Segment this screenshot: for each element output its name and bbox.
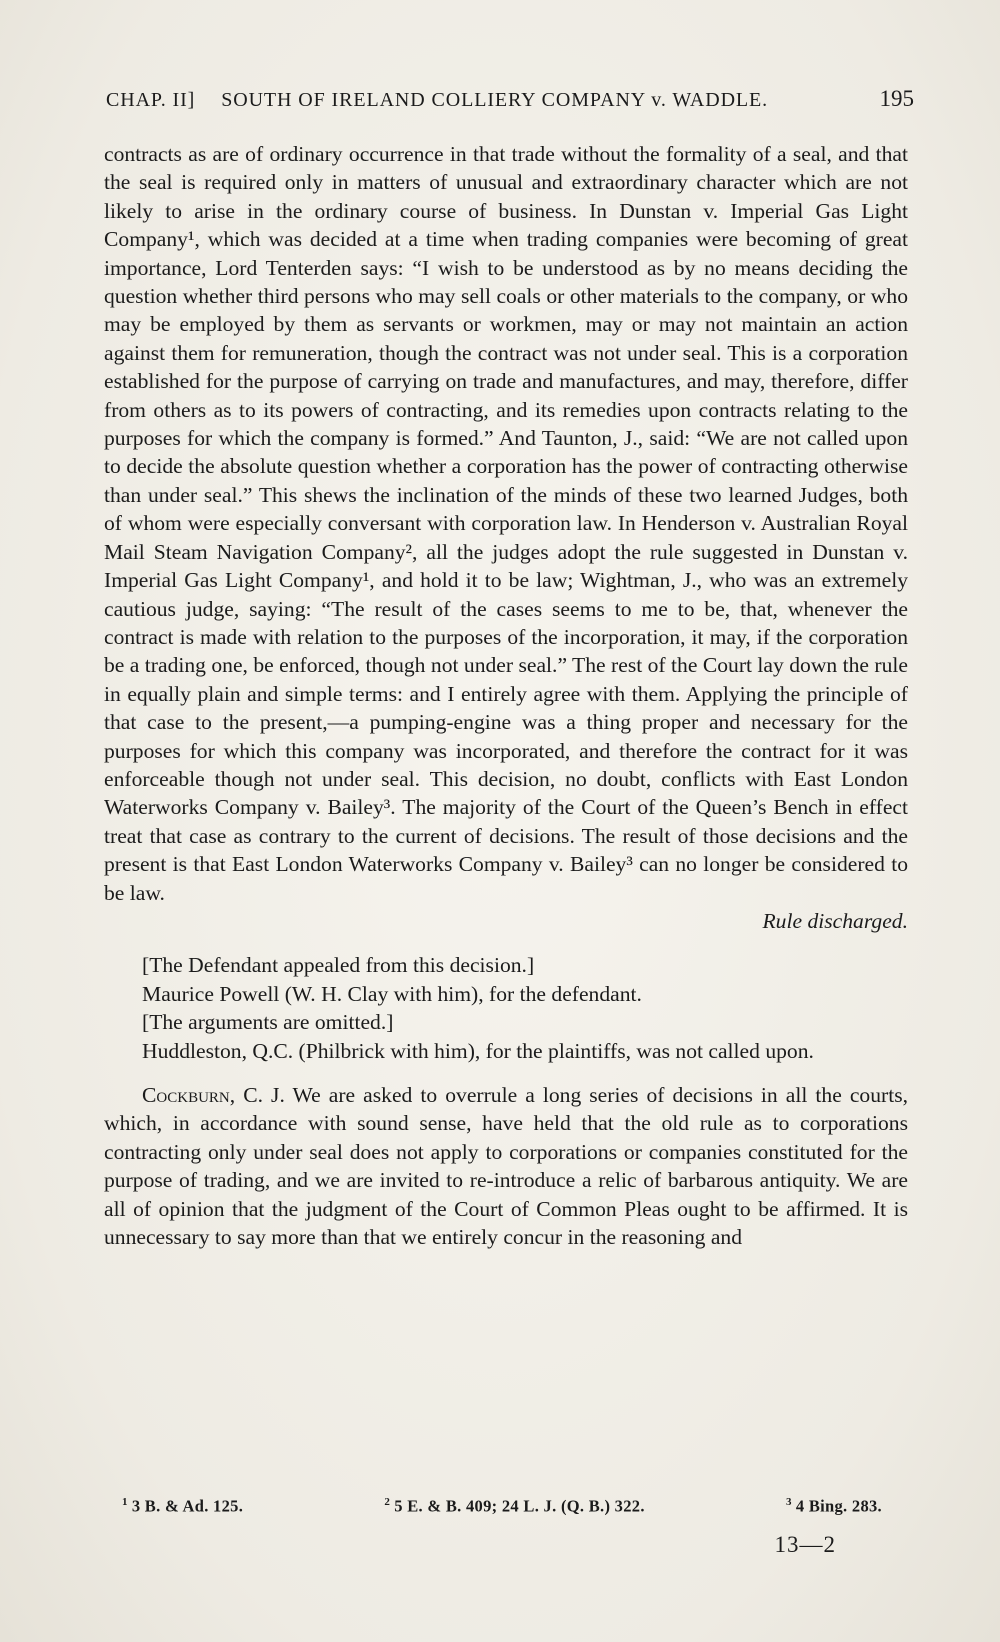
- footnote-mark: 2: [384, 1496, 391, 1508]
- judgment-text: We are asked to overrule a long series of decisions in all the courts, which, in accordance with sound sense, have held that the old rule as to corporations contracting only under seal does not apply to corporations or companies constituted for the purpose of trading, and we are invited to re-introduce a relic of barbarous antiquity. We are all of opinion that the judgment of the Court of Common Pleas ought to be affirmed. It is unnecessary to say more than that we entirely concur in the reasoning and: [104, 1083, 908, 1250]
- judge-name: Cockburn, C. J.: [142, 1083, 285, 1107]
- footnotes: [122, 1496, 882, 1517]
- chapter-label: CHAP. II]: [106, 89, 196, 111]
- footnote-mark: 3: [786, 1496, 792, 1508]
- signature-mark: 13—2: [774, 1532, 836, 1557]
- judgment-paragraph: [104, 1081, 908, 1251]
- running-title: SOUTH OF IRELAND COLLIERY COMPANY v. WADDLE.: [221, 89, 769, 111]
- rule-discharged: Rule discharged.: [762, 908, 908, 933]
- footnote-text: 5 E. & B. 409; 24 L. J. (Q. B.) 322.: [394, 1496, 645, 1516]
- footnote-3: [786, 1496, 882, 1517]
- body-text: [104, 140, 908, 1251]
- footnote-text: 3 B. & Ad. 125.: [131, 1496, 244, 1516]
- page-number: 195: [879, 86, 914, 111]
- running-header: [106, 86, 914, 112]
- appeal-note: [The Defendant appealed from this decision.]: [142, 953, 535, 978]
- counsel-defendant: Maurice Powell (W. H. Clay with him), for the defendant.: [142, 981, 642, 1006]
- paragraph-opinion-continued: contracts as are of ordinary occurrence in that trade without the formality of a seal, and that the seal is required only in matters of unusual and extraordinary character which are not likely to arise in the ordinary course of business. In Dunstan v. Imperial Gas Light Company¹, which was decided at a time when trading companies were becoming of great importance, Lord Tenterden says: “I wish to be understood as by no means deciding the question whether third persons who may sell coals or other materials to the company, or who may be employed by them as servants or workmen, may or may not maintain an action against them for remuneration, though the contract was not under seal. This is a corporation established for the purpose of carrying on trade and manufactures, and may, therefore, differ from others as to its powers of contracting, and its remedies upon contracts relating to the purposes for which the company is formed.” And Taunton, J., said: “We are not called upon to decide the absolute question whether a corporation has the power of contracting otherwise than under seal.” This shews the inclination of the minds of these two learned Judges, both of whom were especially conversant with corporation law. In Henderson v. Australian Royal Mail Steam Navigation Company², all the judges adopt the rule suggested in Dunstan v. Imperial Gas Light Company¹, and hold it to be law; Wightman, J., who was an extremely cautious judge, saying: “The result of the cases seems to me to be, that, whenever the contract is made with relation to the purposes of the incorporation, it may, if the corporation be a trading one, be enforced, though not under seal.” The rest of the Court lay down the rule in equally plain and simple terms: and I entirely agree with them. Applying the principle of that case to the present,—a pumping-engine was a thing proper and necessary for the purposes for which this company was incorporated, and therefore the contract for it was enforceable though not under seal. This decision, no doubt, conflicts with East London Waterworks Company v. Bailey³. The majority of the Court of the Queen’s Bench in effect treat that case as contrary to the current of decisions. The result of those decisions and the present is that East London Waterworks Company v. Bailey³ can no longer be considered to be law.: [104, 142, 908, 905]
- counsel-plaintiffs: Huddleston, Q.C. (Philbrick with him), for the plaintiffs, was not called upon.: [142, 1038, 814, 1063]
- arguments-note: [The arguments are omitted.]: [142, 1010, 394, 1035]
- footnote-2: [384, 1496, 644, 1517]
- footnote-mark: 1: [122, 1496, 128, 1508]
- footnote-1: [122, 1496, 243, 1517]
- footnote-text: 4 Bing. 283.: [795, 1496, 882, 1516]
